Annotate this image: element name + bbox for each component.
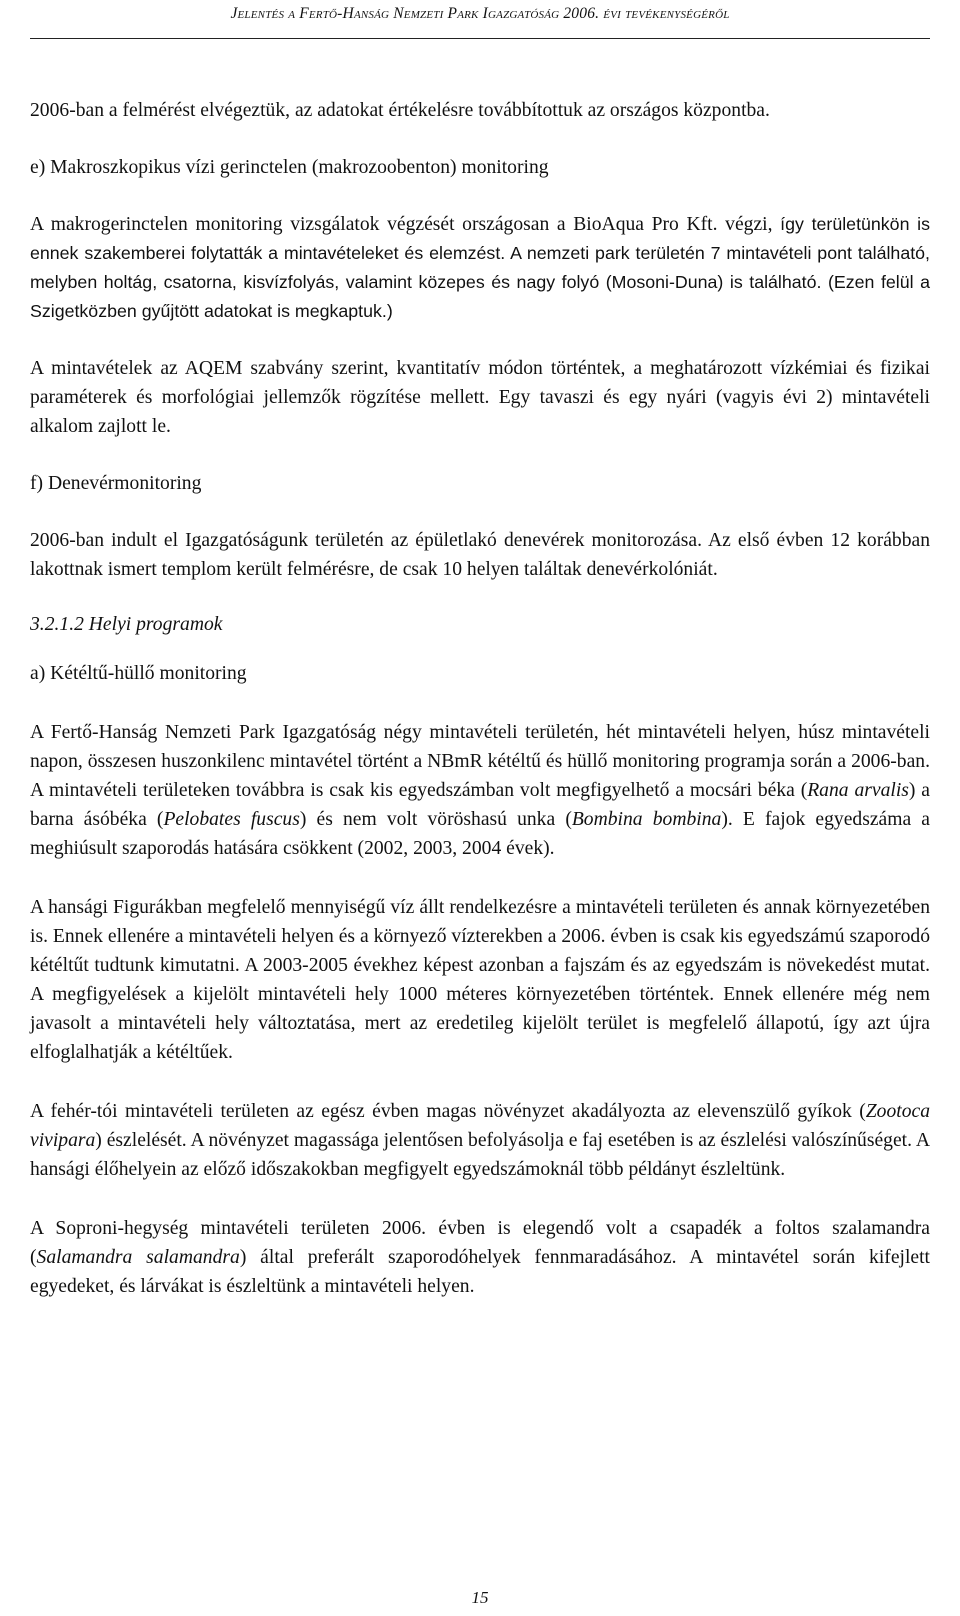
paragraph-figurak: A hansági Figurákban megfelelő mennyiségű víz állt rendelkezésre a mintavételi területen és annak környezetében is. Ennek ellenére a mintavételi helyen és a környező vízterekben a 2006. évben is csak kis egyedszámú szaporodó kétéltűt tudtunk kimutatni. A 2003-2005 évekhez képest azonban a fajszám és az egyedszám is növekedést mutat. A megfigyelések a kijelölt mintavételi hely 1000 méteres környezetében történtek. Ennek ellenére még nem javasolt a mintavételi hely változtatása, mert az eredetileg kijelölt terület is megfelelő állapotú, így azt újra elfoglalhatják a kétéltűek. bbox=[30, 897, 930, 1063]
species-bombina-bombina: Bombina bombina bbox=[571, 809, 722, 830]
paragraph-soproni-part1: A Soproni-hegység mintavételi területen 2006. évben is elegendő volt a csapadék a foltos szalamandra ( bbox=[30, 1218, 930, 1268]
species-rana-arvalis: Rana arvalis bbox=[807, 780, 909, 801]
paragraph-nbmr-part4: ). E fajok egyedszáma a meghiúsult szaporodás hatására csökkent (2002, 2003, 2004 évek). bbox=[30, 809, 930, 859]
paragraph-feher-to-part2: ) észlelését. A növényzet magassága jelentősen befolyásolja e faj esetében is az észlelési valószínűséget. A hansági élőhelyein az előző időszakokban megfigyelt egyedszámoknál több példányt észleltünk. bbox=[30, 1130, 930, 1180]
paragraph-aqem: A mintavételek az AQEM szabvány szerint, kvantitatív módon történtek, a meghatározott vízkémiai és fizikai paraméterek és morfológiai jellemzők rögzítése mellett. Egy tavaszi és egy nyári (vagyis évi 2) mintavételi alkalom zajlott le. bbox=[30, 358, 930, 437]
document-body bbox=[30, 96, 930, 1301]
paragraph-feher-to bbox=[30, 1097, 930, 1184]
running-header bbox=[30, 2, 930, 39]
paragraph-nbmr-part2: ) a barna ásóbéka ( bbox=[30, 780, 930, 830]
heading-helyi-programok bbox=[30, 610, 930, 639]
paragraph-bioaqua-line1: A makrogerinctelen monitoring vizsgálatok végzését országosan a BioAqua Pro Kft. végzi, bbox=[30, 214, 773, 235]
paragraph-soproni-hegyseg bbox=[30, 1214, 930, 1301]
paragraph-nbmr-part1: A Fertő-Hanság Nemzeti Park Igazgatóság négy mintavételi területén, hét mintavételi helyen, húsz mintavételi napon, összesen huszonkilenc mintavétel történt a NBmR kétéltű és hüllő monitoring programja során a 2006-ban. A mintavételi területeken továbbra is csak kis egyedszámban volt megfigyelhető a mocsári béka ( bbox=[30, 722, 930, 801]
heading-keteltu-hullo: a) Kétéltű-hüllő monitoring bbox=[30, 663, 247, 684]
paragraph-bioaqua bbox=[30, 210, 930, 326]
header-title: Jelentés a Fertő-Hanság Nemzeti Park Igazgatóság 2006. évi tevékenységéről bbox=[230, 5, 730, 22]
heading-makrozoobenton: e) Makroszkopikus vízi gerinctelen (makrozoobenton) monitoring bbox=[30, 157, 549, 178]
paragraph-nbmr-part3: ) és nem volt vöröshasú unka ( bbox=[299, 809, 572, 830]
species-zootoca-vivipara: Zootoca vivipara bbox=[30, 1101, 930, 1151]
paragraph-evaluation: 2006-ban a felmérést elvégeztük, az adatokat értékelésre továbbítottuk az országos központba. bbox=[30, 100, 770, 121]
page-number: 15 bbox=[471, 1588, 489, 1607]
paragraph-soproni-part2: ) által preferált szaporodóhelyek fennmaradásához. A mintavétel során kifejlett egyedeket, és lárvákat is észleltünk a mintavételi helyen. bbox=[30, 1247, 930, 1297]
paragraph-bioaqua-rest: így területünkön is ennek szakemberei folytatták a mintavételeket és elemzést. A nemzeti park területén 7 mintavételi pont található, melyben holtág, csatorna, kisvízfolyás, valamint közepes és nagy folyó (Mosoni-Duna) is található. (Ezen felül a Szigetközben gyűjtött adatokat is megkaptuk.) bbox=[30, 214, 930, 321]
paragraph-nbmr bbox=[30, 718, 930, 863]
heading-denevermonitoring: f) Denevérmonitoring bbox=[30, 473, 202, 494]
species-salamandra-salamandra: Salamandra salamandra bbox=[36, 1247, 240, 1268]
paragraph-feher-to-part1: A fehér-tói mintavételi területen az egész évben magas növényzet akadályozta az elevenszülő gyíkok ( bbox=[30, 1101, 866, 1122]
heading-helyi-programok-text: 3.2.1.2 Helyi programok bbox=[30, 614, 223, 635]
paragraph-denever: 2006-ban indult el Igazgatóságunk területén az épületlakó denevérek monitorozása. Az első évben 12 korábban lakottnak ismert templom került felmérésre, de csak 10 helyen találtak denevérkolóniát. bbox=[30, 530, 930, 580]
species-pelobates-fuscus: Pelobates fuscus bbox=[163, 809, 300, 830]
